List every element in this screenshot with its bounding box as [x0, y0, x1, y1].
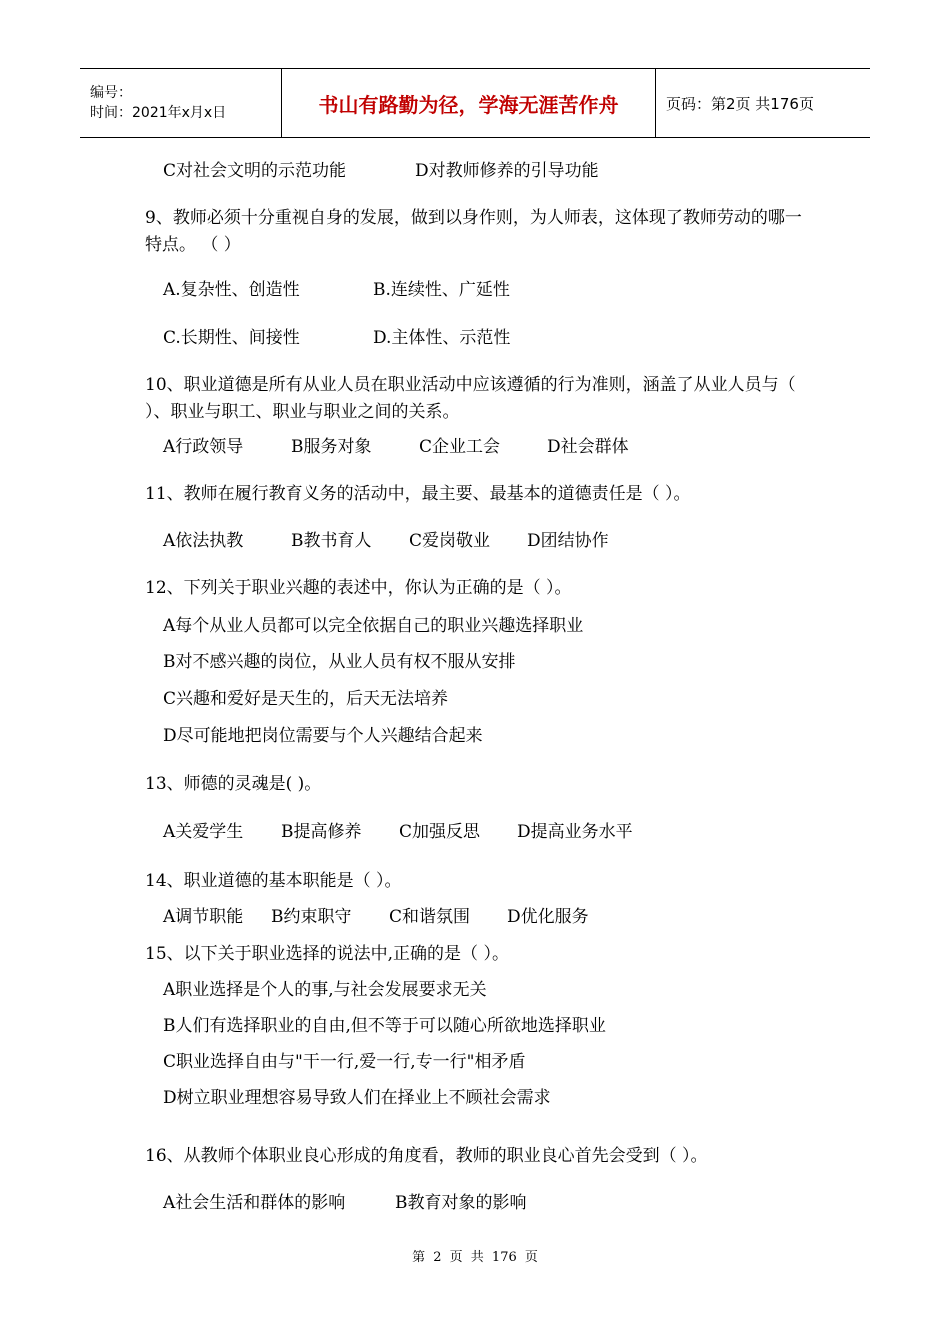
option-line: B对不感兴趣的岗位，从业人员有权不服从安排 — [163, 652, 516, 672]
option-row — [163, 529, 609, 553]
option: B教书育人 — [291, 531, 372, 551]
header-meta — [80, 69, 282, 137]
option: A调节职能 — [163, 907, 244, 927]
option: C企业工会 — [419, 437, 501, 457]
option-line: A每个从业人员都可以完全依据自己的职业兴趣选择职业 — [163, 616, 584, 636]
option-line: D尽可能地把岗位需要与个人兴趣结合起来 — [163, 726, 483, 746]
page-header — [80, 68, 870, 138]
option-line: B人们有选择职业的自由,但不等于可以随心所欲地选择职业 — [163, 1016, 606, 1036]
option: C.长期性、间接性 — [163, 328, 300, 348]
option: C加强反思 — [399, 822, 481, 842]
option: B提高修养 — [281, 822, 362, 842]
question-15: 15、以下关于职业选择的说法中,正确的是（ ）。 — [145, 944, 509, 964]
option-row — [163, 820, 633, 844]
option: A.复杂性、创造性 — [163, 280, 300, 300]
option-line: C职业选择自由与"干一行,爱一行,专一行"相矛盾 — [163, 1052, 526, 1072]
option-row — [163, 1191, 527, 1215]
option-row — [163, 905, 589, 929]
option: D社会群体 — [547, 437, 629, 457]
option: D对教师修养的引导功能 — [415, 161, 599, 181]
option: B教育对象的影响 — [395, 1193, 527, 1213]
option: A行政领导 — [163, 437, 244, 457]
number-label: 编号： — [90, 85, 132, 101]
option: D团结协作 — [527, 531, 609, 551]
header-motto: 书山有路勤为径，学海无涯苦作舟 — [282, 69, 656, 137]
option: B约束职守 — [271, 907, 352, 927]
option: C对社会文明的示范功能 — [163, 161, 347, 181]
option: D.主体性、示范性 — [373, 328, 511, 348]
option: C爱岗敬业 — [409, 531, 491, 551]
option: B.连续性、广延性 — [373, 280, 510, 300]
question-14: 14、职业道德的基本职能是（ ）。 — [145, 871, 402, 891]
option: D优化服务 — [507, 907, 589, 927]
question-11: 11、教师在履行教育义务的活动中，最主要、最基本的道德责任是（ ）。 — [145, 484, 691, 504]
option-line: C兴趣和爱好是天生的，后天无法培养 — [163, 689, 449, 709]
question-13: 13、师德的灵魂是( )。 — [145, 774, 322, 794]
option-row — [163, 435, 629, 459]
page-footer: 第 2 页 共 176 页 — [412, 1250, 538, 1265]
question-16: 16、从教师个体职业良心形成的角度看，教师的职业良心首先会受到（ ）。 — [145, 1146, 708, 1166]
option: A依法执教 — [163, 531, 244, 551]
option: D提高业务水平 — [517, 822, 633, 842]
option-row — [163, 278, 510, 302]
option-row — [163, 326, 510, 350]
option: C和谐氛围 — [389, 907, 471, 927]
option-row — [163, 159, 599, 183]
question-9: 9、教师必须十分重视自身的发展，做到以身作则，为人师表，这体现了教师劳动的哪一特点。 （ ） — [145, 208, 802, 255]
question-12: 12、下列关于职业兴趣的表述中，你认为正确的是（ ）。 — [145, 578, 572, 598]
question-10: 10、职业道德是所有从业人员在职业活动中应该遵循的行为准则，涵盖了从业人员与（ ）、职业与职工、职业与职业之间的关系。 — [145, 375, 796, 422]
option-line: A职业选择是个人的事,与社会发展要求无关 — [163, 980, 487, 1000]
option: A社会生活和群体的影响 — [163, 1193, 346, 1213]
date-label: 时间：2021年x月x日 — [90, 105, 227, 121]
option: B服务对象 — [291, 437, 372, 457]
option: A关爱学生 — [163, 822, 244, 842]
header-page-info: 页码：第2页 共176页 — [666, 94, 814, 113]
option-line: D树立职业理想容易导致人们在择业上不顾社会需求 — [163, 1088, 551, 1108]
